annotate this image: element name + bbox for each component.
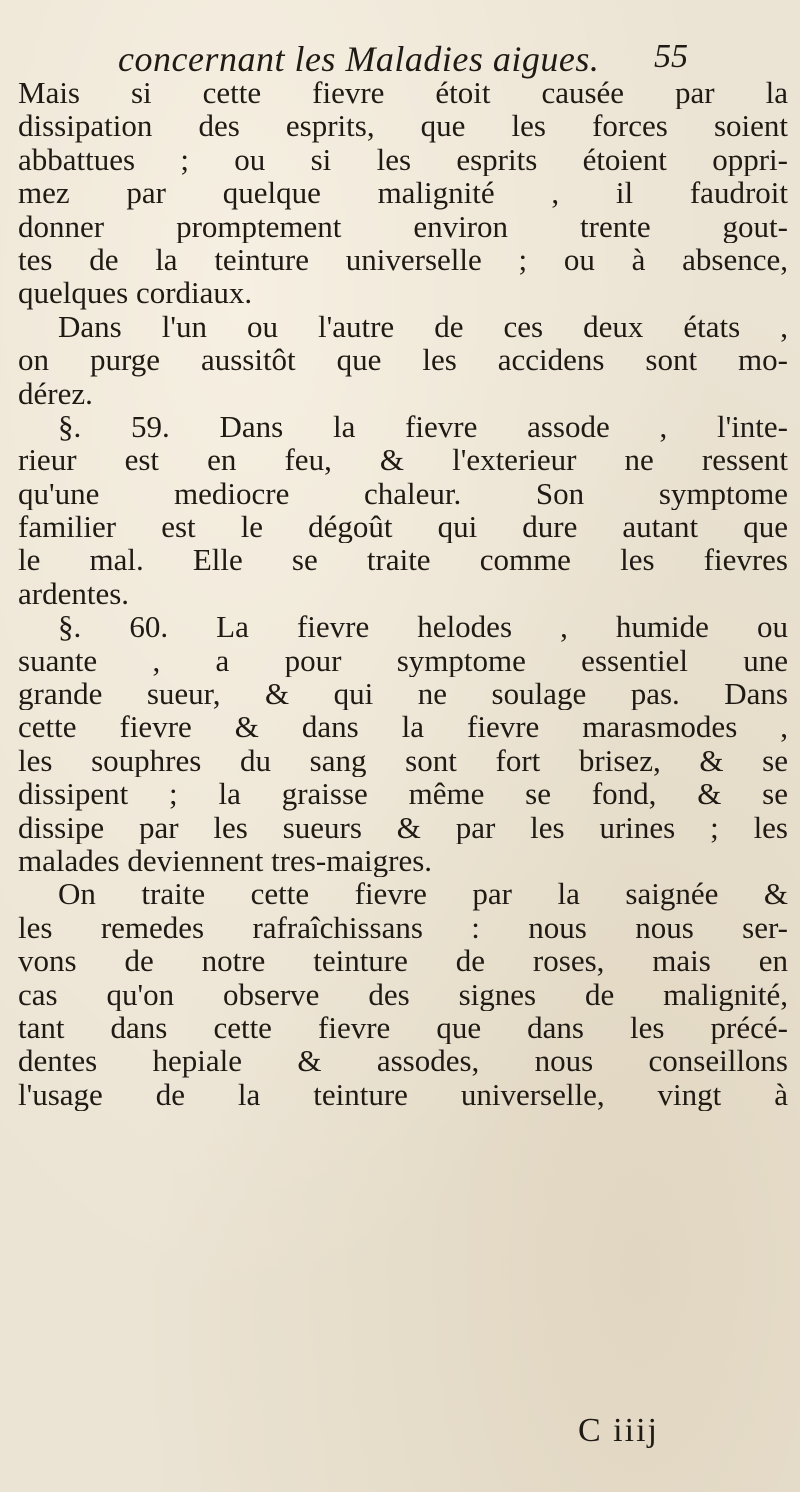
text-line: ardentes. <box>18 576 130 611</box>
body-text <box>18 76 788 1111</box>
text-line: dérez. <box>18 376 93 410</box>
page-number: 55 <box>654 38 688 75</box>
text-line: tes de la teinture universelle ; ou à absence, <box>18 242 788 277</box>
running-head-title: concernant les Maladies aigues. <box>118 39 600 79</box>
text-line: donner promptement environ trente gout- <box>18 209 788 243</box>
text-line: dissipent ; la graisse même se fond, & se <box>18 777 788 811</box>
text-line: mez par quelque malignité , il faudroit <box>18 176 788 210</box>
text-line: l'usage de la teinture universelle, vingt à <box>18 1077 788 1112</box>
text-line: malades deviennent tres-maigres. <box>18 843 433 878</box>
text-line: rieur est en feu, & l'exterieur ne ressent <box>18 443 788 477</box>
text-line: on purge aussitôt que les accidens sont mo- <box>18 343 788 377</box>
text-line: vons de notre teinture de roses, mais en <box>18 944 788 978</box>
text-line: dissipation des esprits, que les forces soient <box>18 109 788 143</box>
text-line: cas qu'on observe des signes de malignité, <box>18 977 788 1011</box>
text-line: cette fievre & dans la fievre marasmodes , <box>18 710 788 744</box>
text-line: qu'une mediocre chaleur. Son symptome <box>18 476 788 511</box>
text-line: tant dans cette fievre que dans les précé- <box>18 1010 788 1045</box>
text-line: familier est le dégoût qui dure autant que <box>18 510 788 544</box>
book-page <box>18 0 788 1492</box>
text-line: les souphres du sang sont fort brisez, & se <box>18 743 788 778</box>
text-line: dissipe par les sueurs & par les urines ; les <box>18 810 788 844</box>
text-line: dentes hepiale & assodes, nous conseillons <box>18 1044 788 1078</box>
text-line: les remedes rafraîchissans : nous nous ser- <box>18 910 788 945</box>
text-line: On traite cette fievre par la saignée & <box>58 877 788 911</box>
text-line: Mais si cette fievre étoit causée par la <box>18 76 788 110</box>
text-line: abbattues ; ou si les esprits étoient oppri- <box>18 142 788 177</box>
signature-mark: C iiij <box>578 1412 659 1449</box>
text-line: quelques cordiaux. <box>18 276 253 310</box>
text-line: §. 60. La fievre helodes , humide ou <box>58 610 788 644</box>
text-line: Dans l'un ou l'autre de ces deux états , <box>58 309 788 344</box>
text-line: suante , a pour symptome essentiel une <box>18 643 788 678</box>
text-line: §. 59. Dans la fievre assode , l'inte- <box>58 409 788 444</box>
text-line: grande sueur, & qui ne soulage pas. Dans <box>18 677 788 711</box>
text-line: le mal. Elle se traite comme les fievres <box>18 543 788 577</box>
